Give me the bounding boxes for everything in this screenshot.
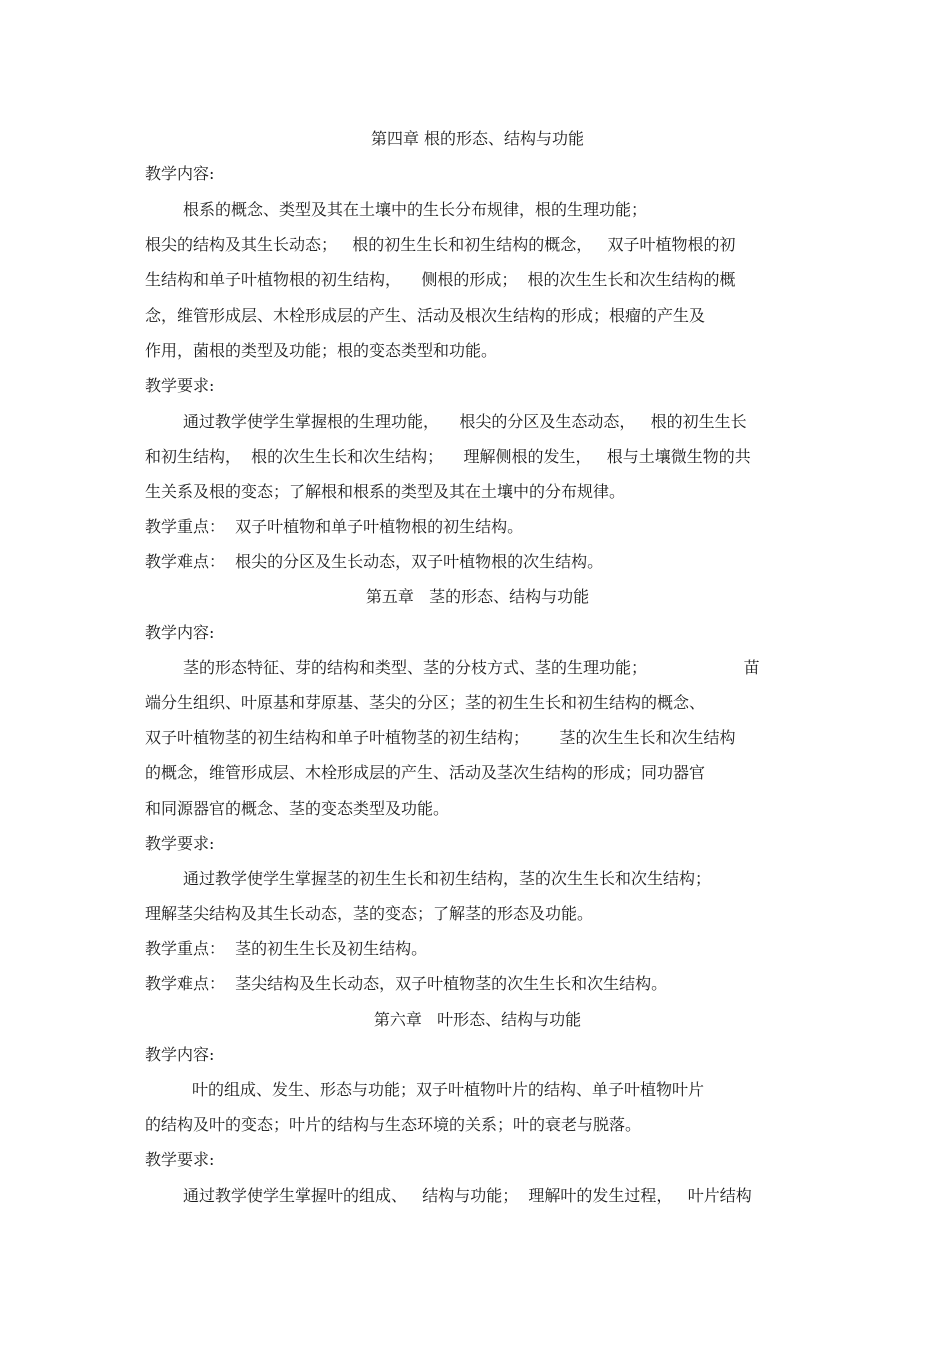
ch5-content-line: 端分生组织、叶原基和芽原基、茎尖的分区；茎的初生生长和初生结构的概念、 (145, 693, 706, 712)
ch5-content-line: 双子叶植物茎的初生结构和单子叶植物茎的初生结构； 茎的次生生长和次生结构 (145, 728, 736, 747)
ch5-requirements-line: 通过教学使学生掌握茎的初生生长和初生结构，茎的次生生长和次生结构； (183, 869, 712, 888)
ch6-requirements-line: 通过教学使学生掌握叶的组成、 结构与功能； 理解叶的发生过程， 叶片结构 (183, 1186, 752, 1205)
ch5-difficulty: 教学难点： 茎尖结构及生长动态，双子叶植物茎的次生生长和次生结构。 (145, 974, 668, 993)
ch4-content-line: 生结构和单子叶植物根的初生结构， 侧根的形成； 根的次生生长和次生结构的概 (145, 270, 736, 289)
ch6-content-line: 叶的组成、发生、形态与功能；双子叶植物叶片的结构、单子叶植物叶片 (192, 1080, 705, 1099)
ch4-requirements-label: 教学要求: (145, 376, 215, 395)
ch5-content-line: 茎的形态特征、芽的结构和类型、茎的分枝方式、茎的生理功能； 苗 (183, 658, 760, 677)
ch6-content-label: 教学内容: (145, 1045, 215, 1064)
ch4-requirements-line: 通过教学使学生掌握根的生理功能， 根尖的分区及生态动态， 根的初生生长 (183, 412, 747, 431)
ch5-requirements-line: 理解茎尖结构及其生长动态，茎的变态；了解茎的形态及功能。 (145, 904, 594, 923)
ch4-content-label: 教学内容: (145, 164, 215, 183)
ch5-content-line: 和同源器官的概念、茎的变态类型及功能。 (145, 799, 450, 818)
ch4-content-line: 根系的概念、类型及其在土壤中的生长分布规律，根的生理功能； (183, 200, 648, 219)
ch5-content-line: 的概念，维管形成层、木栓形成层的产生、活动及茎次生结构的形成；同功器官 (145, 763, 706, 782)
ch5-requirements-label: 教学要求: (145, 834, 215, 853)
ch5-content-label: 教学内容: (145, 623, 215, 642)
ch4-requirements-line: 生关系及根的变态；了解根和根系的类型及其在土壤中的分布规律。 (145, 482, 626, 501)
ch4-content-line: 念，维管形成层、木栓形成层的产生、活动及根次生结构的形成；根瘤的产生及 (145, 306, 706, 325)
ch4-difficulty: 教学难点： 根尖的分区及生长动态，双子叶植物根的次生结构。 (145, 552, 604, 571)
chapter-4-title: 第四章 根的形态、结构与功能 (370, 129, 585, 148)
chapter-5-title: 第五章 茎的形态、结构与功能 (365, 587, 590, 606)
ch6-requirements-label: 教学要求: (145, 1150, 215, 1169)
ch6-content-line: 的结构及叶的变态；叶片的结构与生态环境的关系；叶的衰老与脱落。 (145, 1115, 642, 1134)
ch4-requirements-line: 和初生结构， 根的次生生长和次生结构； 理解侧根的发生， 根与土壤微生物的共 (145, 447, 751, 466)
chapter-6-title: 第六章 叶形态、结构与功能 (373, 1010, 582, 1029)
ch4-key-point: 教学重点： 双子叶植物和单子叶植物根的初生结构。 (145, 517, 524, 536)
ch4-content-line: 根尖的结构及其生长动态； 根的初生生长和初生结构的概念， 双子叶植物根的初 (145, 235, 736, 254)
ch4-content-line: 作用，菌根的类型及功能；根的变态类型和功能。 (145, 341, 498, 360)
ch5-key-point: 教学重点： 茎的初生生长及初生结构。 (145, 939, 428, 958)
